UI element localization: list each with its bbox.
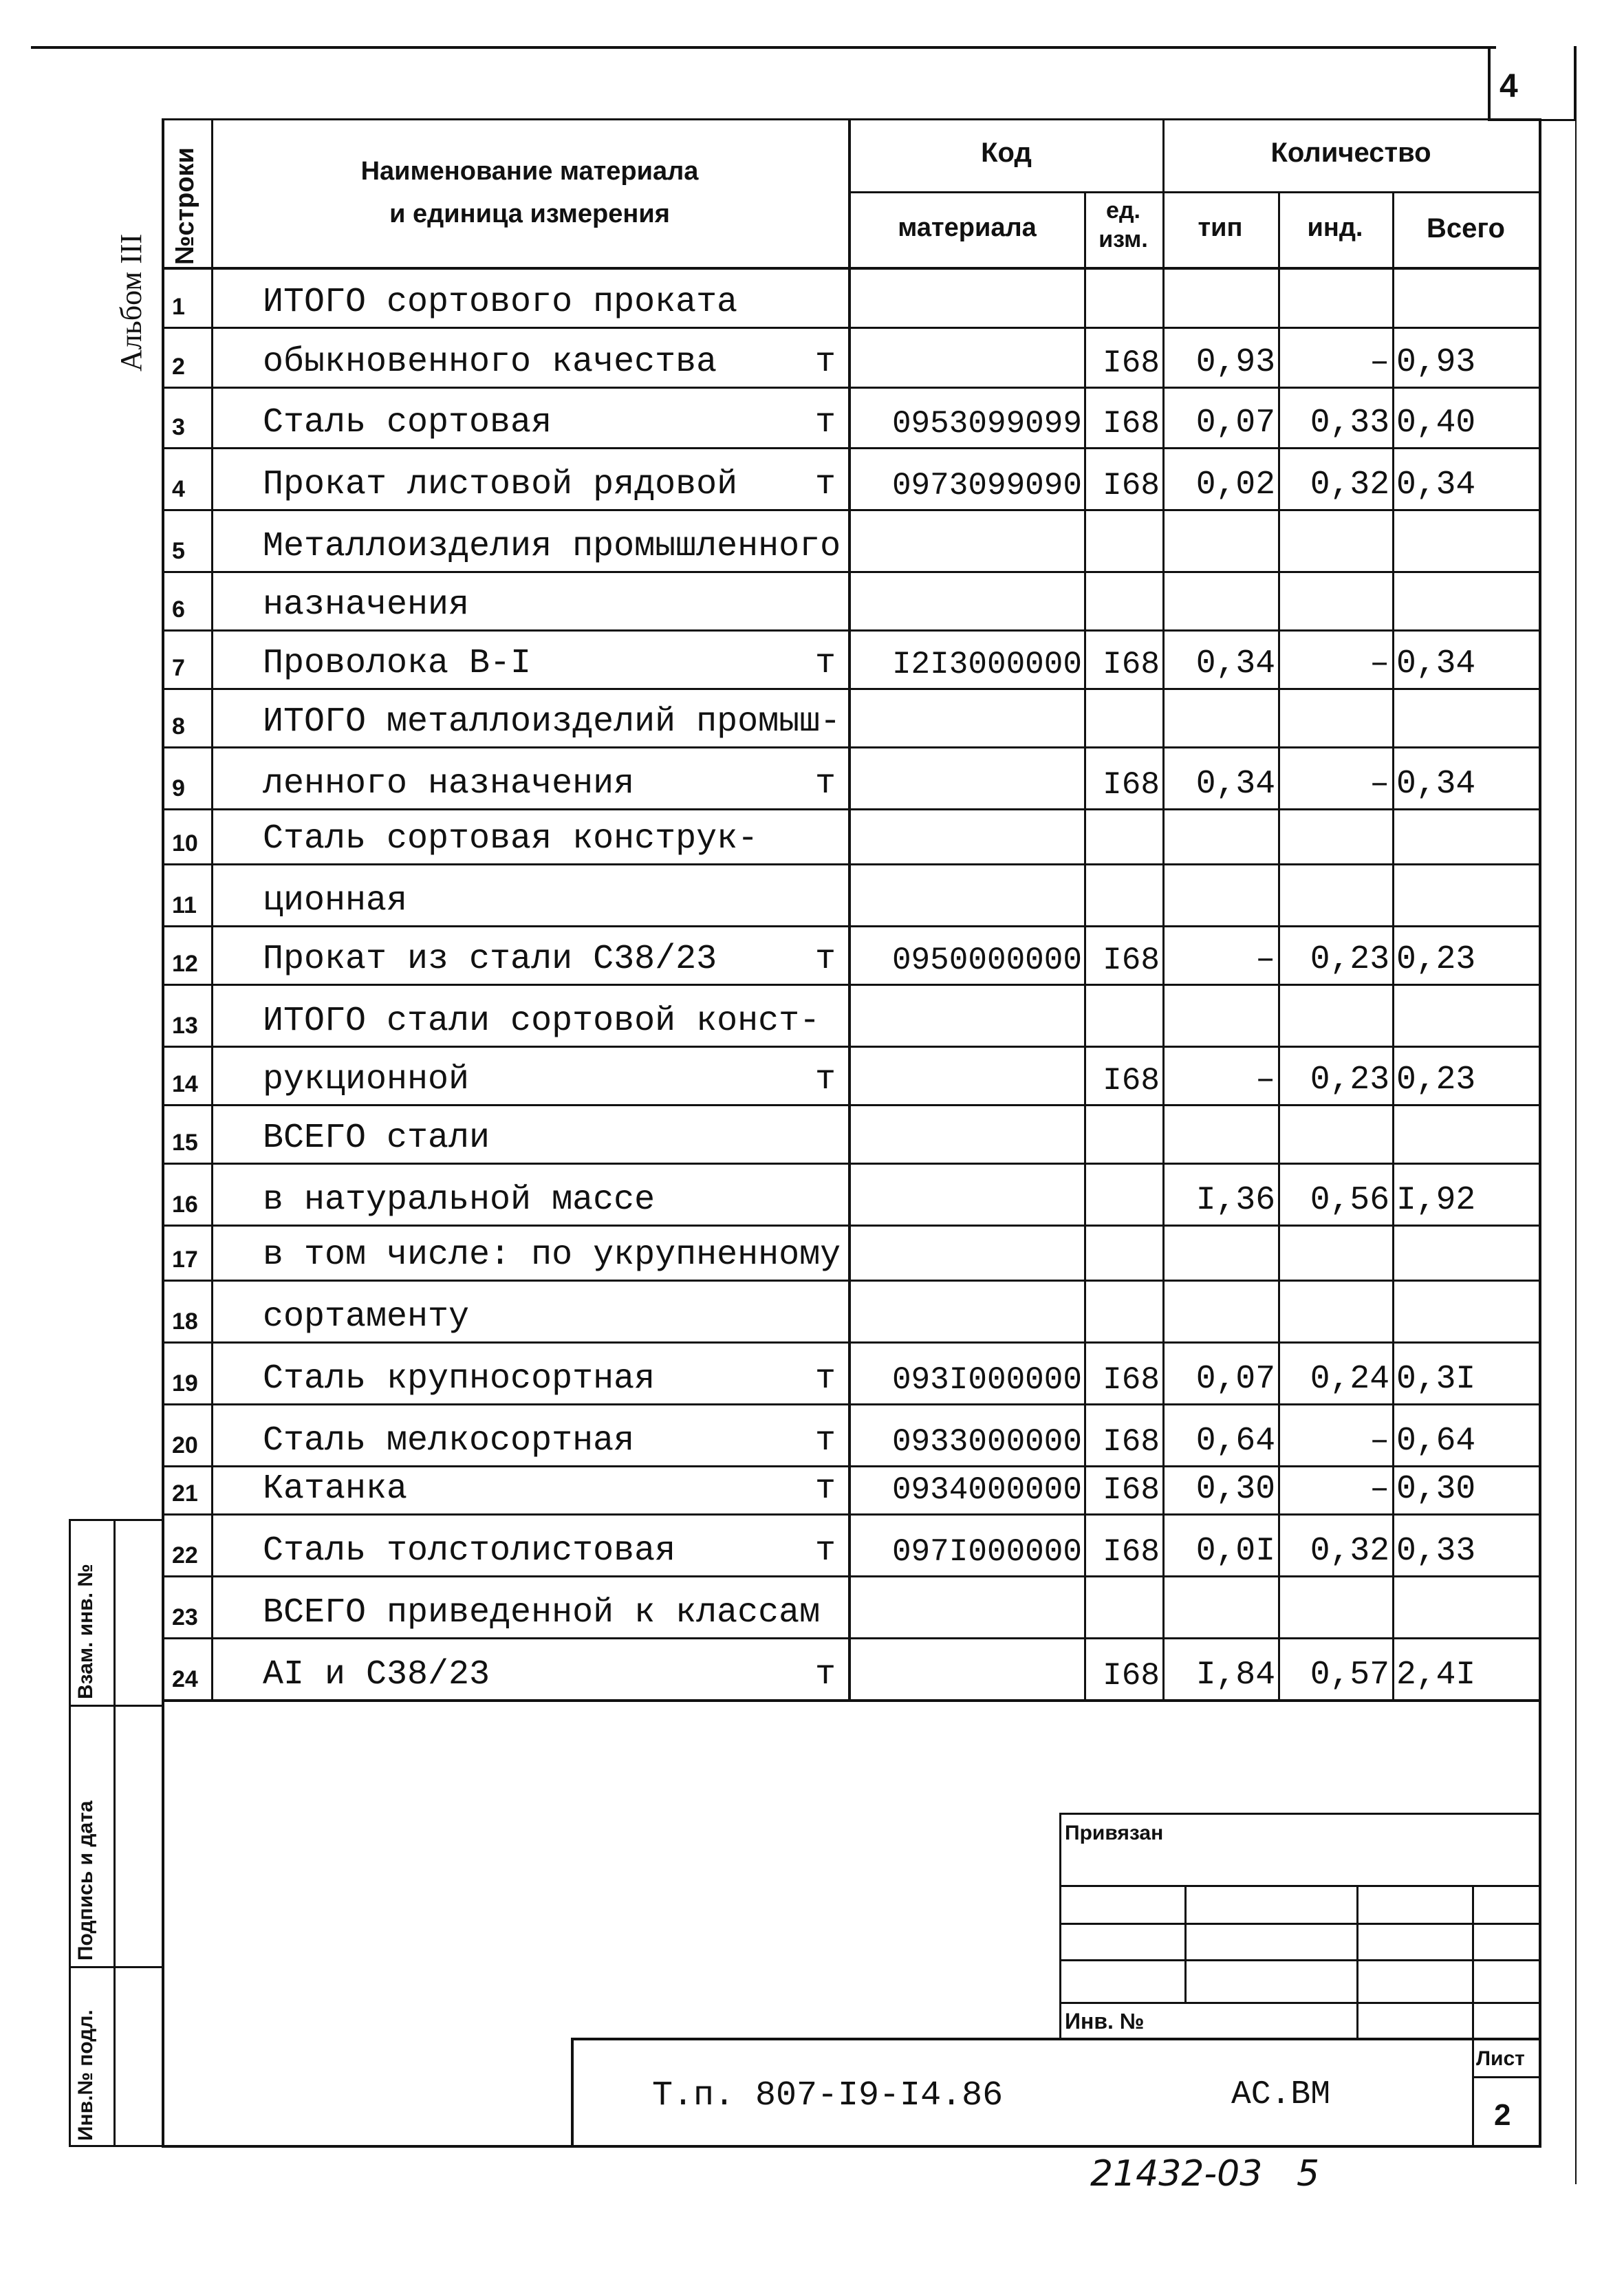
page-number: 4: [1500, 68, 1518, 105]
qty-ind: 0,57: [1310, 1657, 1389, 1694]
unit-code: I68: [1103, 767, 1160, 803]
qty-ind: 0,24: [1310, 1361, 1389, 1398]
qty-ind: –: [1369, 344, 1389, 381]
material-name: назначения: [263, 585, 470, 625]
side-stamp-podpis: Подпись и дата: [74, 1800, 97, 1961]
material-name: ленного назначения: [263, 764, 635, 804]
row-number: 9: [172, 775, 185, 801]
material-name: Сталь мелкосортная: [263, 1421, 635, 1460]
page-box-left: [1488, 46, 1491, 120]
material-name: в натуральной массе: [263, 1180, 656, 1220]
row-line: [162, 1465, 1541, 1467]
unit-letter: т: [814, 764, 836, 804]
row-number: 20: [172, 1432, 198, 1458]
designation-left: [571, 2038, 574, 2146]
side-stamp-top: [69, 1519, 164, 1521]
qty-typ: 0,02: [1195, 466, 1275, 504]
material-name: обыкновенного качества: [263, 343, 717, 382]
qty-total: 2,4I: [1396, 1657, 1476, 1694]
header-name-sub: и единица измерения: [389, 200, 670, 228]
col-line-rowno: [211, 118, 213, 1699]
qty-total: 0,34: [1396, 766, 1476, 803]
unit-code: I68: [1103, 345, 1160, 381]
row-line: [162, 509, 1541, 511]
row-number: 13: [172, 1013, 198, 1039]
material-name: Сталь толстолистовая: [263, 1531, 676, 1571]
qty-total: I,92: [1396, 1182, 1476, 1219]
material-name: Прокат листовой рядовой: [263, 465, 738, 504]
stamp-col3: [1472, 1885, 1474, 2040]
side-stamp-div1: [69, 1705, 164, 1707]
col-line-unit: [1162, 118, 1165, 1699]
stamp-row2: [1059, 1923, 1541, 1925]
qty-total: 0,34: [1396, 645, 1476, 682]
row-line: [162, 863, 1541, 865]
unit-code: I68: [1103, 1534, 1160, 1570]
material-name: в том числе: по укрупненному: [263, 1236, 841, 1275]
qty-ind: –: [1369, 1471, 1389, 1508]
row-number: 23: [172, 1604, 198, 1630]
side-stamp-bottom: [69, 2145, 164, 2147]
row-number: 7: [172, 655, 185, 681]
stamp-row3: [1059, 1959, 1541, 1961]
col-line-code: [1084, 191, 1086, 1699]
header-ind: инд.: [1307, 213, 1363, 242]
material-name: Прокат из стали С38/23: [263, 940, 717, 979]
row-line: [162, 1104, 1541, 1106]
qty-ind: 0,23: [1310, 941, 1389, 978]
stamp-privyazan: Привязан: [1065, 1822, 1164, 1844]
material-code: 0973099090: [891, 468, 1082, 504]
qty-total: 0,34: [1396, 466, 1476, 504]
unit-code: I68: [1103, 406, 1160, 442]
col-line-ind: [1392, 191, 1394, 1699]
side-stamp-mid: [113, 1519, 116, 2146]
row-number: 11: [172, 892, 197, 918]
qty-total: 0,93: [1396, 344, 1476, 381]
row-line: [162, 1163, 1541, 1165]
frame-right: [1539, 118, 1541, 2146]
footer-handwritten: 21432-03 5: [1090, 2153, 1320, 2195]
album-label: Альбом III: [114, 233, 148, 371]
row-number: 24: [172, 1666, 198, 1692]
row-number: 19: [172, 1370, 198, 1397]
header-code: Код: [981, 138, 1032, 168]
header-code-material: материала: [898, 213, 1037, 242]
row-line: [162, 1225, 1541, 1227]
qty-ind: 0,32: [1310, 466, 1389, 504]
qty-typ: –: [1255, 941, 1275, 978]
stamp-col2: [1356, 1885, 1358, 2040]
material-name: Сталь сортовая конструк-: [263, 819, 759, 859]
qty-typ: 0,30: [1195, 1471, 1275, 1508]
header-bottom-line: [162, 267, 1541, 270]
qty-typ: 0,07: [1195, 1361, 1275, 1398]
frame-top: [162, 118, 1541, 120]
material-name: ВСЕГО приведенной к классам: [263, 1593, 821, 1632]
row-number: 16: [172, 1192, 198, 1218]
material-name: Проволока В-I: [263, 644, 532, 683]
stamp-designation: Т.п. 807-I9-I4.86: [652, 2076, 1004, 2115]
qty-typ: –: [1255, 1061, 1275, 1099]
qty-typ: 0,64: [1195, 1423, 1275, 1460]
qty-total: 0,30: [1396, 1471, 1476, 1508]
header-quantity: Количество: [1270, 138, 1431, 168]
row-line: [162, 746, 1541, 748]
side-stamp-inv-podl: Инв.№ подл.: [74, 2009, 97, 2141]
row-number: 15: [172, 1130, 198, 1156]
unit-letter: т: [814, 1359, 836, 1399]
unit-code: I68: [1103, 1472, 1160, 1508]
header-mid-line: [848, 191, 1541, 193]
row-line: [162, 327, 1541, 329]
stamp-left-line: [1059, 1813, 1061, 2040]
material-code: 0934000000: [891, 1472, 1082, 1508]
row-number: 3: [172, 414, 185, 440]
qty-total: 0,3I: [1396, 1361, 1476, 1398]
unit-letter: т: [814, 403, 836, 442]
side-stamp-div2: [69, 1966, 164, 1968]
stamp-top-line: [1059, 1813, 1541, 1815]
qty-ind: –: [1369, 766, 1389, 803]
row-line: [162, 925, 1541, 927]
top-border: [31, 46, 1496, 49]
row-line: [162, 1403, 1541, 1405]
qty-ind: –: [1369, 645, 1389, 682]
material-name: Сталь сортовая: [263, 403, 552, 442]
designation-top: [571, 2038, 1541, 2040]
header-name: Наименование материала: [360, 157, 699, 186]
material-name: АI и С38/23: [263, 1655, 490, 1694]
material-name: рукционной: [263, 1060, 470, 1099]
unit-letter: т: [814, 465, 836, 504]
side-stamp-left: [69, 1519, 71, 2146]
header-unit-sub: изм.: [1098, 226, 1148, 252]
material-name: Сталь крупносортная: [263, 1359, 656, 1399]
row-number: 4: [172, 476, 185, 502]
row-line: [162, 984, 1541, 986]
page-box-right: [1574, 46, 1577, 120]
right-margin-line: [1575, 120, 1577, 2184]
stamp-sheet-number: 2: [1494, 2098, 1511, 2132]
unit-code: I68: [1103, 1362, 1160, 1398]
row-number: 18: [172, 1308, 198, 1335]
row-line: [162, 688, 1541, 690]
row-number: 6: [172, 596, 185, 623]
qty-typ: 0,34: [1195, 645, 1275, 682]
header-typ: тип: [1198, 213, 1243, 242]
row-line: [162, 1513, 1541, 1516]
material-code: 0933000000: [891, 1424, 1082, 1460]
row-number: 10: [172, 830, 198, 856]
qty-total: 0,64: [1396, 1423, 1476, 1460]
unit-letter: т: [814, 1421, 836, 1460]
row-line: [162, 1341, 1541, 1344]
unit-code: I68: [1103, 1658, 1160, 1694]
unit-code: I68: [1103, 468, 1160, 504]
material-name: ИТОГО металлоизделий промыш-: [263, 702, 841, 742]
unit-letter: т: [814, 1060, 836, 1099]
unit-letter: т: [814, 1655, 836, 1694]
row-line: [162, 1280, 1541, 1282]
row-line: [162, 1046, 1541, 1048]
qty-typ: I,84: [1195, 1657, 1275, 1694]
stamp-inv-no: Инв. №: [1065, 2009, 1145, 2034]
row-line: [162, 387, 1541, 389]
row-number: 8: [172, 713, 185, 740]
row-line: [162, 1637, 1541, 1639]
material-name: ционная: [263, 881, 408, 920]
material-code: 097I000000: [891, 1534, 1082, 1570]
material-code: 0950000000: [891, 942, 1082, 978]
unit-letter: т: [814, 644, 836, 683]
frame-bottom: [162, 2145, 1541, 2148]
material-name: ИТОГО сортового проката: [263, 283, 738, 322]
row-line: [162, 1699, 1541, 1702]
material-name: Металлоизделия промышленного: [263, 527, 841, 566]
qty-ind: 0,56: [1310, 1182, 1389, 1219]
header-unit: ед.: [1106, 197, 1140, 224]
unit-code: I68: [1103, 1063, 1160, 1099]
row-number: 5: [172, 538, 185, 564]
qty-total: 0,23: [1396, 1061, 1476, 1099]
stamp-mark: АС.ВМ: [1231, 2076, 1331, 2113]
qty-typ: 0,0I: [1195, 1533, 1275, 1570]
row-line: [162, 629, 1541, 632]
side-stamp-vzam: Взам. инв. №: [74, 1564, 97, 1699]
unit-letter: т: [814, 940, 836, 979]
qty-ind: 0,33: [1310, 405, 1389, 442]
header-total: Всего: [1427, 213, 1505, 244]
material-name: ИТОГО стали сортовой конст-: [263, 1002, 821, 1041]
qty-ind: 0,23: [1310, 1061, 1389, 1099]
material-code: I2I3000000: [891, 647, 1082, 682]
sheet-box-left: [1472, 2038, 1474, 2146]
header-row-no: №строки: [171, 147, 199, 265]
material-name: ВСЕГО стали: [263, 1119, 490, 1158]
row-number: 1: [172, 294, 185, 320]
frame-left: [162, 118, 164, 2146]
col-line-typ: [1278, 191, 1280, 1699]
qty-total: 0,33: [1396, 1533, 1476, 1570]
qty-typ: 0,93: [1195, 344, 1275, 381]
stamp-col1: [1184, 1885, 1187, 2002]
row-number: 2: [172, 354, 185, 380]
material-code: 0953099099: [891, 406, 1082, 442]
row-number: 14: [172, 1071, 198, 1097]
qty-typ: 0,34: [1195, 766, 1275, 803]
material-name: Катанка: [263, 1469, 408, 1509]
stamp-row4: [1059, 2002, 1541, 2004]
qty-typ: 0,07: [1195, 405, 1275, 442]
qty-typ: I,36: [1195, 1182, 1275, 1219]
unit-code: I68: [1103, 1424, 1160, 1460]
unit-code: I68: [1103, 942, 1160, 978]
row-number: 12: [172, 951, 198, 977]
row-number: 21: [172, 1480, 198, 1507]
row-line: [162, 571, 1541, 573]
row-line: [162, 447, 1541, 449]
row-number: 17: [172, 1247, 198, 1273]
unit-letter: т: [814, 1531, 836, 1571]
row-line: [162, 808, 1541, 810]
row-number: 22: [172, 1542, 198, 1568]
qty-total: 0,23: [1396, 941, 1476, 978]
unit-letter: т: [814, 343, 836, 382]
qty-ind: –: [1369, 1423, 1389, 1460]
unit-letter: т: [814, 1469, 836, 1509]
material-name: сортаменту: [263, 1297, 470, 1337]
stamp-row1: [1059, 1885, 1541, 1887]
sheet-box-mid: [1472, 2076, 1541, 2078]
unit-code: I68: [1103, 647, 1160, 682]
material-code: 093I000000: [891, 1362, 1082, 1398]
qty-ind: 0,32: [1310, 1533, 1389, 1570]
col-line-name: [848, 118, 851, 1699]
row-line: [162, 1575, 1541, 1577]
qty-total: 0,40: [1396, 405, 1476, 442]
stamp-sheet-label: Лист: [1476, 2047, 1525, 2070]
